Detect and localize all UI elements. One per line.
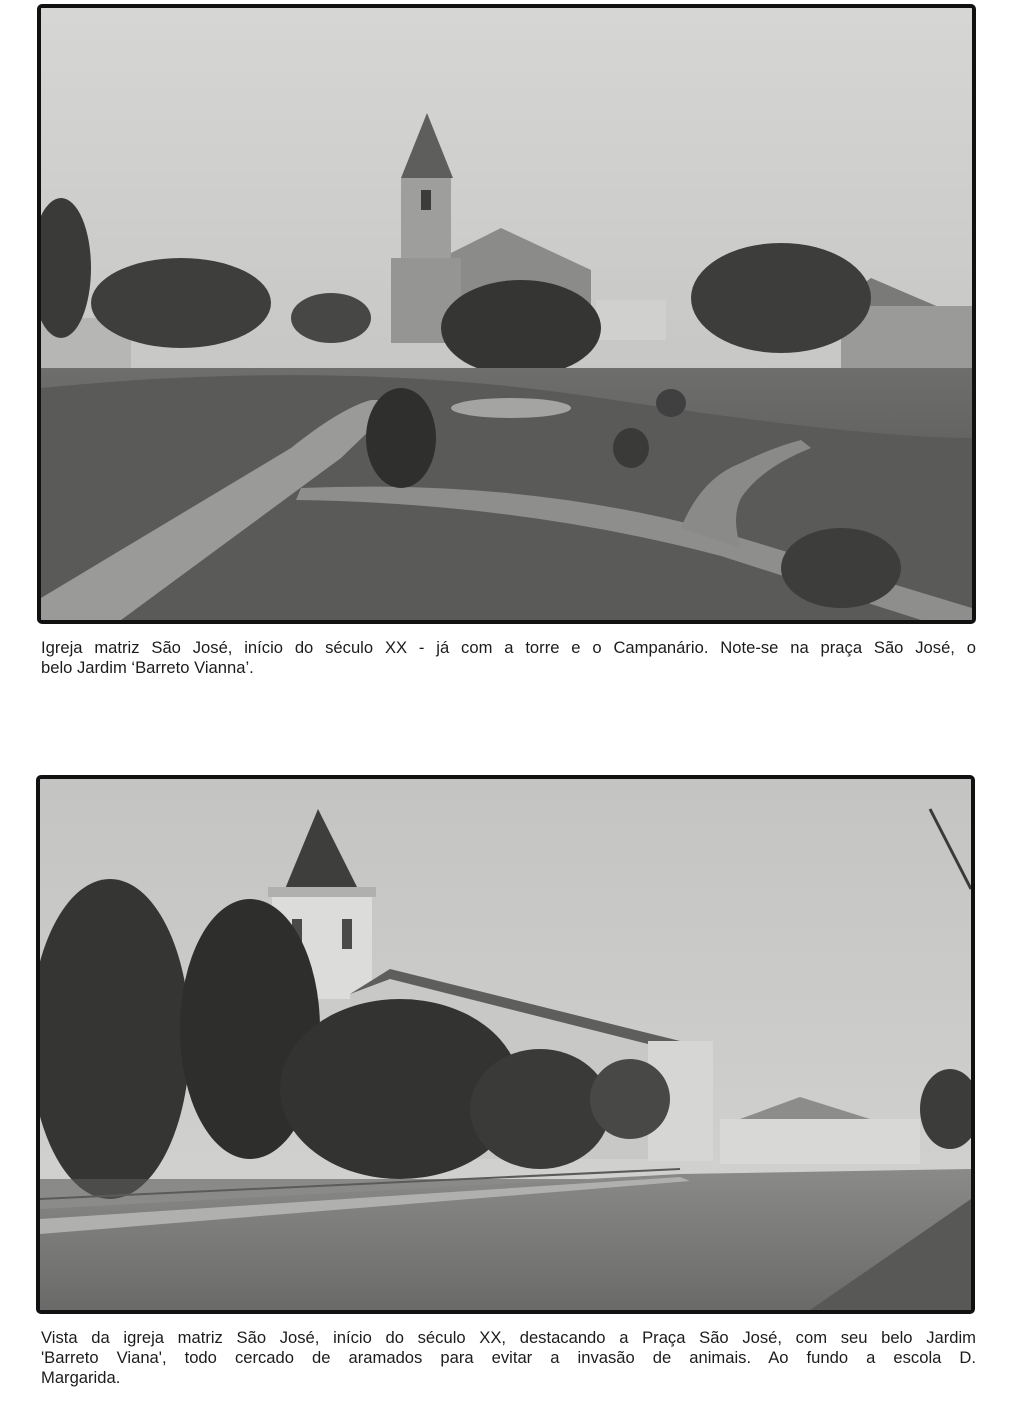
caption-church-square (41, 638, 976, 678)
photo-church-street (36, 775, 975, 1314)
caption-line: Vista da igreja matriz São José, início do século XX, destacando a Praça São José, com seu belo Jardim (41, 1328, 976, 1347)
caption-church-street (41, 1328, 976, 1388)
photo-church-square (37, 4, 976, 624)
caption-line: Igreja matriz São José, início do século XX - já com a torre e o Campanário. Note-se na praça São José, o (41, 638, 976, 657)
photo-church-street-image (40, 779, 971, 1310)
caption-line: belo Jardim ‘Barreto Vianna’. (41, 658, 254, 677)
caption-line: Margarida. (41, 1368, 121, 1387)
photo-church-square-image (41, 8, 972, 620)
caption-line: 'Barreto Viana', todo cercado de aramados para evitar a invasão de animais. Ao fundo a escola D. (41, 1348, 976, 1367)
